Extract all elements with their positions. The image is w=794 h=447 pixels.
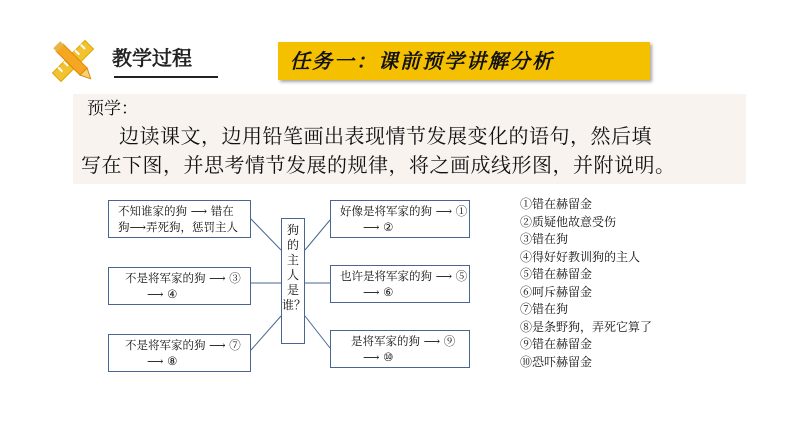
connector-left-3 [251,316,281,350]
connector-right-3 [305,316,330,348]
connector-right-1 [305,220,330,250]
answer-item: ②质疑他故意受伤 [520,214,617,229]
answer-item: ⑥呵斥赫留金 [520,284,593,299]
right-box-1 [330,200,470,238]
left-box-2 [108,267,251,305]
section-title: 教学过程 [112,46,192,70]
left-box-3-line2: ⟶ ⑧ [147,354,178,368]
right-box-2 [330,265,470,303]
prompt-box [73,94,746,184]
right-box-3-line1: 是将军家的狗 ⟶ ⑨ [351,334,456,348]
task-banner [278,42,650,80]
right-box-3 [330,330,470,368]
left-box-3 [108,334,251,372]
answer-item: ⑧是条野狗，弄死它算了 [520,319,653,334]
left-box-2-line1: 不是将军家的狗 ⟶ ③ [125,271,241,285]
section-title-underline [114,76,218,78]
task-title: 任务一：课前预学讲解分析 [290,49,554,73]
answer-item: ⑨错在赫留金 [520,337,593,351]
right-box-3-line2: ⟶ ⑩ [363,350,394,364]
right-box-2-line1: 也许是将军家的狗 ⟶ ⑤ [340,269,468,283]
prompt-label: 预学： [87,99,138,119]
left-box-1 [108,200,251,238]
left-box-2-line2: ⟶ ④ [147,287,178,301]
right-box-1-line1: 好像是将军家的狗 ⟶ ① [340,204,468,218]
center-question-box: 狗的主人是谁？ [281,218,305,344]
answer-item: ③错在狗 [520,232,569,246]
prompt-text-line2: 写在下图，并思考情节发展的规律，将之画成线形图，并附说明。 [81,153,676,177]
answer-item: ⑤错在赫留金 [520,267,593,281]
answer-item: ⑦错在狗 [520,302,569,316]
right-box-2-line2: ⟶ ⑥ [363,285,394,299]
right-box-1-line2: ⟶ ② [363,220,394,234]
prompt-text-line1: 边读课文，边用铅笔画出表现情节发展变化的语句，然后填 [119,124,652,148]
pencil-ruler-icon [44,36,102,86]
left-box-1-line2: 狗⟶弄死狗，惩罚主人 [118,220,238,234]
left-box-3-line1: 不是将军家的狗 ⟶ ⑦ [125,338,241,352]
answer-item: ①错在赫留金 [520,197,593,211]
answer-list [520,196,652,371]
connector-left-1 [251,219,281,250]
left-box-1-line1: 不知谁家的狗 ⟶ 错在 [118,204,234,218]
answer-item: ⑩恐吓赫留金 [520,354,593,369]
answer-item: ④得好好教训狗的主人 [520,249,641,264]
